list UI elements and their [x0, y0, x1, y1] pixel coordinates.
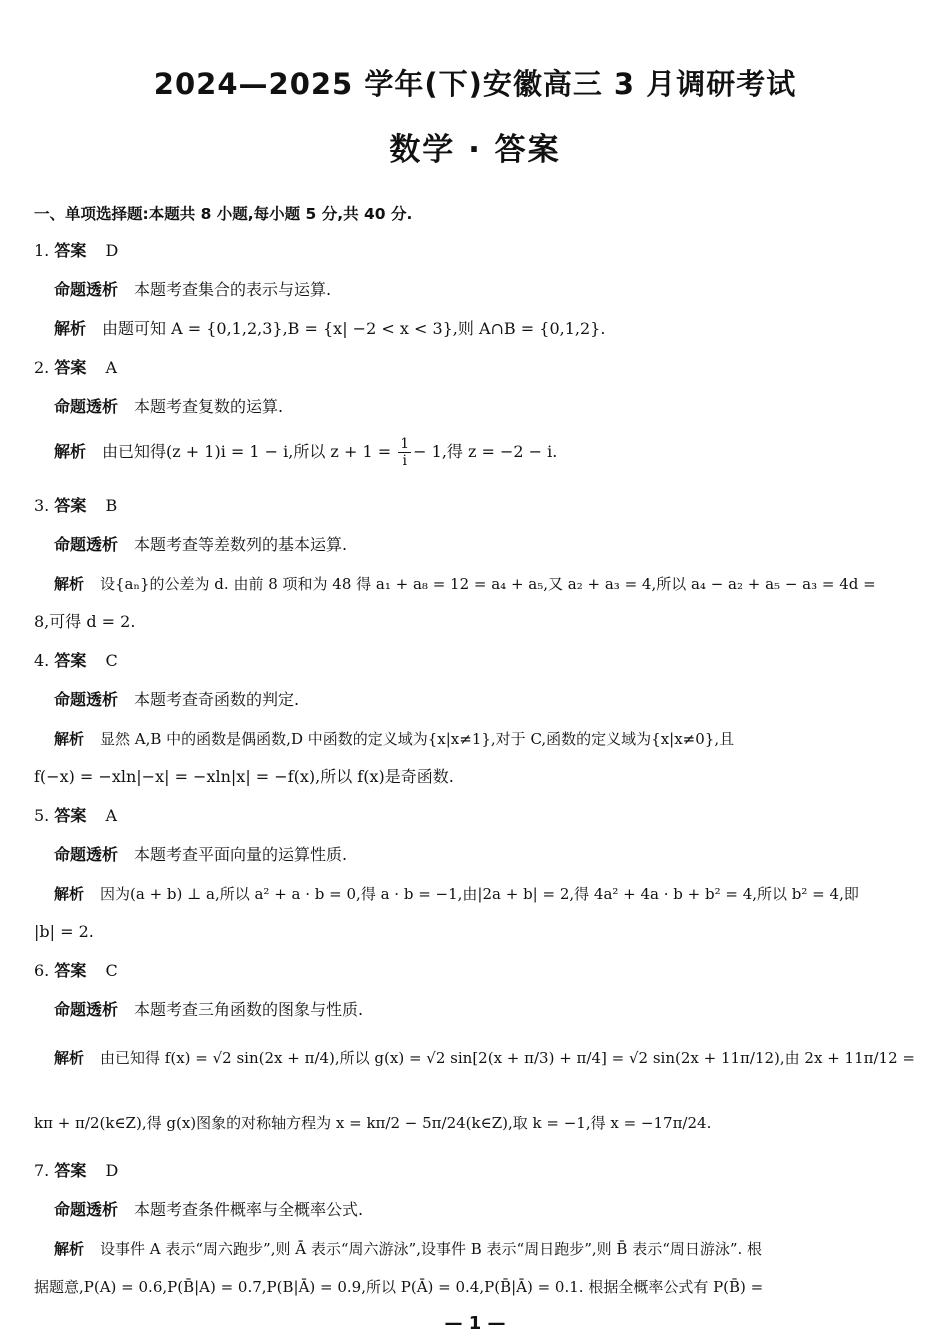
question-6-analysis: [54, 1047, 915, 1069]
answer-label: 答案: [54, 961, 87, 980]
analysis-text: 因为(a + b) ⊥ a,所以 a² + a · b = 0,得 a · b = −1,由|2a + b| = 2,得 4a² + 4a · b + b² = 4,所以 b² = 4,即: [100, 885, 859, 903]
question-2-answer: [34, 357, 117, 379]
question-7-intent: [54, 1199, 363, 1221]
intent-label: 命题透析: [54, 845, 119, 864]
question-7-answer: [34, 1160, 118, 1182]
answer-label: 答案: [54, 1161, 87, 1180]
fraction-numerator: 1: [400, 436, 410, 452]
question-number: 3.: [34, 496, 50, 515]
analysis-text: 由题可知 A = {0,1,2,3},B = {x| −2 < x < 3},则 A∩B = {0,1,2}.: [102, 319, 606, 338]
question-5-answer: [34, 805, 117, 827]
question-5-analysis: [54, 883, 859, 905]
analysis-text: 由已知得 f(x) = √2 sin(2x + π/4),所以 g(x) = √2 sin[2(x + π/3) + π/4] = √2 sin(2x + 11π/12),由 2x + 11π/12 =: [100, 1049, 915, 1067]
question-6-intent: [54, 999, 363, 1021]
question-number: 6.: [34, 961, 50, 980]
answer-value: A: [105, 358, 118, 377]
intent-text: 本题考查集合的表示与运算.: [134, 280, 332, 299]
question-5-analysis-cont: |b| = 2.: [34, 922, 94, 941]
question-number: 2.: [34, 358, 50, 377]
intent-label: 命题透析: [54, 690, 119, 709]
intent-label: 命题透析: [54, 280, 119, 299]
question-number: 1.: [34, 241, 50, 260]
answer-value: A: [105, 806, 118, 825]
answer-value: C: [105, 961, 118, 980]
analysis-text-end: − 1,得 z = −2 − i.: [413, 442, 558, 461]
answer-label: 答案: [54, 358, 87, 377]
question-1-answer: [34, 240, 118, 262]
intent-text: 本题考查等差数列的基本运算.: [134, 535, 348, 554]
analysis-text: 显然 A,B 中的函数是偶函数,D 中函数的定义域为{x|x≠1},对于 C,函数的定义域为{x|x≠0},且: [100, 730, 735, 748]
answer-label: 答案: [54, 806, 87, 825]
answer-value: D: [105, 1161, 119, 1180]
document-subtitle: 数学 · 答案: [389, 132, 561, 168]
question-7-analysis: [54, 1238, 762, 1260]
intent-label: 命题透析: [54, 1000, 119, 1019]
intent-text: 本题考查平面向量的运算性质.: [134, 845, 348, 864]
analysis-text: 设事件 A 表示“周六跑步”,则 Ā 表示“周六游泳”,设事件 B 表示“周日跑步”,则 B̄ 表示“周日游泳”. 根: [100, 1240, 763, 1258]
analysis-label: 解析: [54, 1240, 85, 1258]
answer-label: 答案: [54, 496, 87, 515]
analysis-text: 设{aₙ}的公差为 d. 由前 8 项和为 48 得 a₁ + a₈ = 12 = a₄ + a₅,又 a₂ + a₃ = 4,所以 a₄ − a₂ + a₅ − a₃ = 4d =: [100, 575, 876, 593]
analysis-label: 解析: [54, 885, 85, 903]
question-7-analysis-cont: 据题意,P(A) = 0.6,P(B̄|A) = 0.7,P(B|Ā) = 0.9,所以 P(Ā) = 0.4,P(B̄|Ā) = 0.1. 根据全概率公式有 P(B̄) =: [34, 1278, 764, 1296]
question-3-analysis: [54, 573, 876, 595]
analysis-label: 解析: [54, 442, 87, 461]
question-1-analysis: [54, 318, 605, 340]
intent-text: 本题考查三角函数的图象与性质.: [134, 1000, 364, 1019]
fraction-denominator: i: [402, 453, 407, 469]
fraction: [398, 436, 411, 469]
intent-text: 本题考查奇函数的判定.: [134, 690, 300, 709]
question-number: 4.: [34, 651, 50, 670]
question-3-analysis-cont: 8,可得 d = 2.: [34, 612, 136, 631]
intent-text: 本题考查复数的运算.: [134, 397, 284, 416]
analysis-label: 解析: [54, 575, 85, 593]
question-6-analysis-cont: kπ + π/2(k∈Z),得 g(x)图象的对称轴方程为 x = kπ/2 − 5π/24(k∈Z),取 k = −1,得 x = −17π/24.: [34, 1114, 712, 1132]
question-number: 7.: [34, 1161, 50, 1180]
question-4-intent: [54, 689, 299, 711]
question-3-answer: [34, 495, 117, 517]
answer-value: C: [105, 651, 118, 670]
analysis-label: 解析: [54, 319, 87, 338]
question-4-analysis: [54, 728, 734, 750]
intent-text: 本题考查条件概率与全概率公式.: [134, 1200, 364, 1219]
question-5-intent: [54, 844, 347, 866]
question-3-intent: [54, 534, 347, 556]
intent-label: 命题透析: [54, 397, 119, 416]
analysis-text: 由已知得(z + 1)i = 1 − i,所以 z + 1 =: [102, 442, 392, 461]
question-4-analysis-cont: f(−x) = −xln|−x| = −xln|x| = −f(x),所以 f(x)是奇函数.: [34, 767, 454, 786]
question-2-analysis: [54, 434, 557, 470]
intent-label: 命题透析: [54, 535, 119, 554]
answer-label: 答案: [54, 241, 87, 260]
question-2-intent: [54, 396, 283, 418]
answer-value: D: [105, 241, 119, 260]
analysis-label: 解析: [54, 1049, 85, 1067]
page-number: — 1 —: [444, 1313, 506, 1334]
document-title: 2024—2025 学年(下)安徽高三 3 月调研考试: [153, 67, 797, 101]
question-4-answer: [34, 650, 118, 672]
answer-value: B: [105, 496, 118, 515]
analysis-label: 解析: [54, 730, 85, 748]
question-6-answer: [34, 960, 118, 982]
intent-label: 命题透析: [54, 1200, 119, 1219]
question-1-intent: [54, 279, 331, 301]
question-number: 5.: [34, 806, 50, 825]
answer-label: 答案: [54, 651, 87, 670]
section-heading: 一、单项选择题:本题共 8 小题,每小题 5 分,共 40 分.: [34, 205, 413, 223]
